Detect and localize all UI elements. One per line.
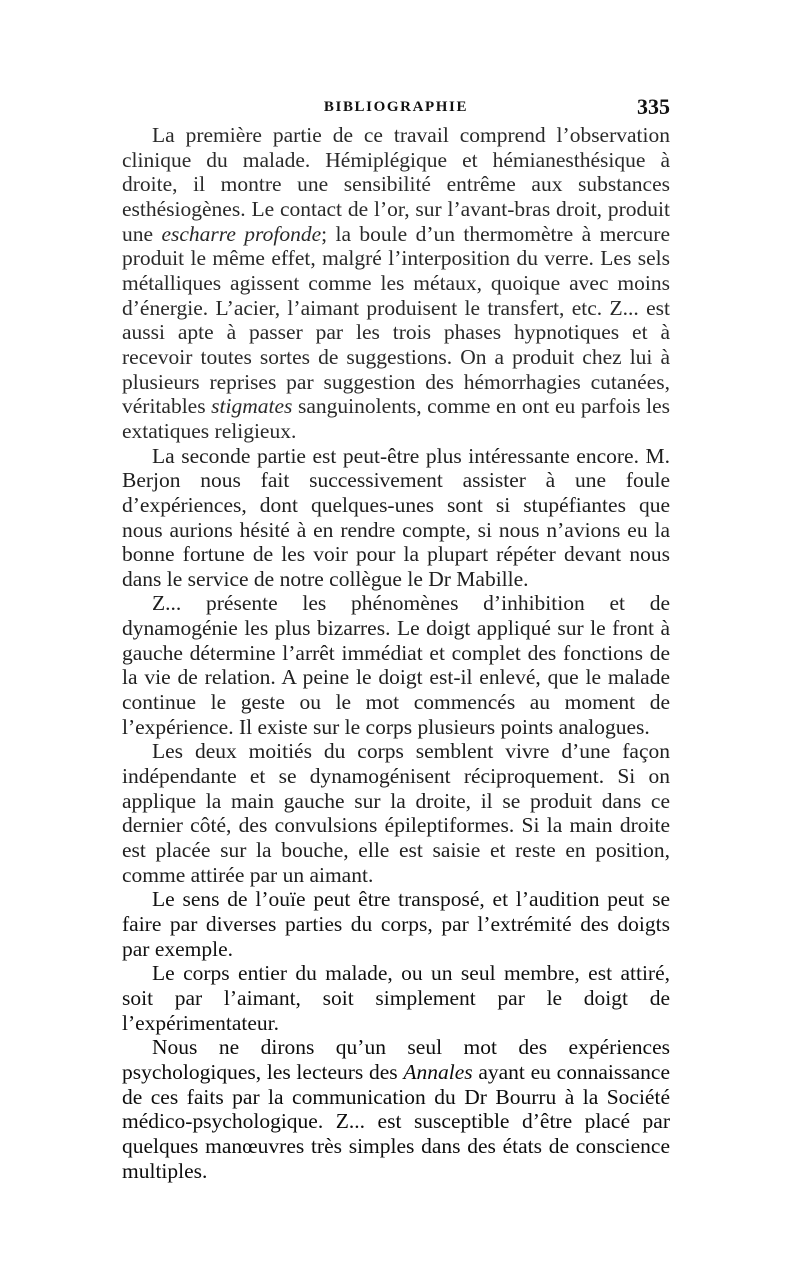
paragraph-text: Nous ne dirons qu’un seul mot des expériences psychologiques, les lecteurs des [122, 1035, 670, 1084]
italic-title-annales: Annales [403, 1059, 473, 1084]
running-title: BIBLIOGRAPHIE [323, 99, 469, 115]
paragraph-text: La première partie de ce travail comprend l’observation clinique du malade. Hémiplégique et hémianesthésique à droite, il montre une sensibilité entrême aux substances esthésiogènes. Le contact de l’or, sur l’avant-bras droit, produit une [122, 123, 670, 246]
paragraph-hearing: Le sens de l’ouïe peut être transposé, et l’audition peut se faire par diverses parties du corps, par l’extrémité des doigts par exemple. [122, 887, 670, 961]
running-head [122, 92, 670, 122]
paragraph-second-part: La seconde partie est peut-être plus intéressante encore. M. Berjon nous fait successivement assister à une foule d’expériences, dont quelques-unes sont si stupéfiantes que nous aurions hésité à en rendre compte, si nous n’avions eu la bonne fortune de les voir pour la plupart répéter devant nous dans le service de notre collègue le Dr Mabille. [122, 443, 670, 591]
paragraph-body-halves: Les deux moitiés du corps semblent vivre d’une façon indépendante et se dynamogénisent réciproquement. Si on applique la main gauche sur la droite, il se produit dans ce dernier côté, des convulsions épileptiformes. Si la main droite est placée sur la bouche, elle est saisie et reste en position, comme attirée par un aimant. [122, 739, 670, 887]
paragraph-text: ; la boule d’un thermomètre à mercure produit le même effet, malgré l’interposition du verre. Les sels métalliques agissent comme les métaux, quoique avec moins d’énergie. L’acier, l’aimant produisent le transfert, etc. Z... est aussi apte à passer par les trois phases hypnotiques et à recevoir toutes sortes de suggestions. On a produit chez lui à plusieurs reprises par suggestion des hémorrhagies cutanées, véritables [122, 221, 670, 419]
page-number: 335 [637, 94, 670, 119]
italic-term-stigmates: stigmates [211, 394, 293, 419]
paragraph-clinical-observation [122, 123, 670, 444]
italic-term-escharre: escharre profonde [161, 221, 322, 246]
paragraph-inhibition: Z... présente les phénomènes d’inhibition et de dynamogénie les plus bizarres. Le doigt appliqué sur le front à gauche détermine l’arrêt immédiat et complet des fonctions de la vie de relation. A peine le doigt est-il enlevé, que le malade continue le geste ou le mot commencés au moment de l’expérience. Il existe sur le corps plusieurs points analogues. [122, 591, 670, 739]
paragraph-text: ayant eu connaissance de ces faits par la communication du Dr Bourru à la Société médico-psychologique. Z... est susceptible d’être placé par quelques manœuvres très simples dans des états de conscience multiples. [122, 1059, 670, 1183]
paragraph-psychological [122, 1035, 670, 1183]
body-text [122, 123, 670, 1183]
paragraph-attraction: Le corps entier du malade, ou un seul membre, est attiré, soit par l’aimant, soit simplement par le doigt de l’expérimentateur. [122, 961, 670, 1035]
paragraph-text: sanguinolents, comme en ont eu parfois les extatiques religieux. [122, 394, 670, 443]
